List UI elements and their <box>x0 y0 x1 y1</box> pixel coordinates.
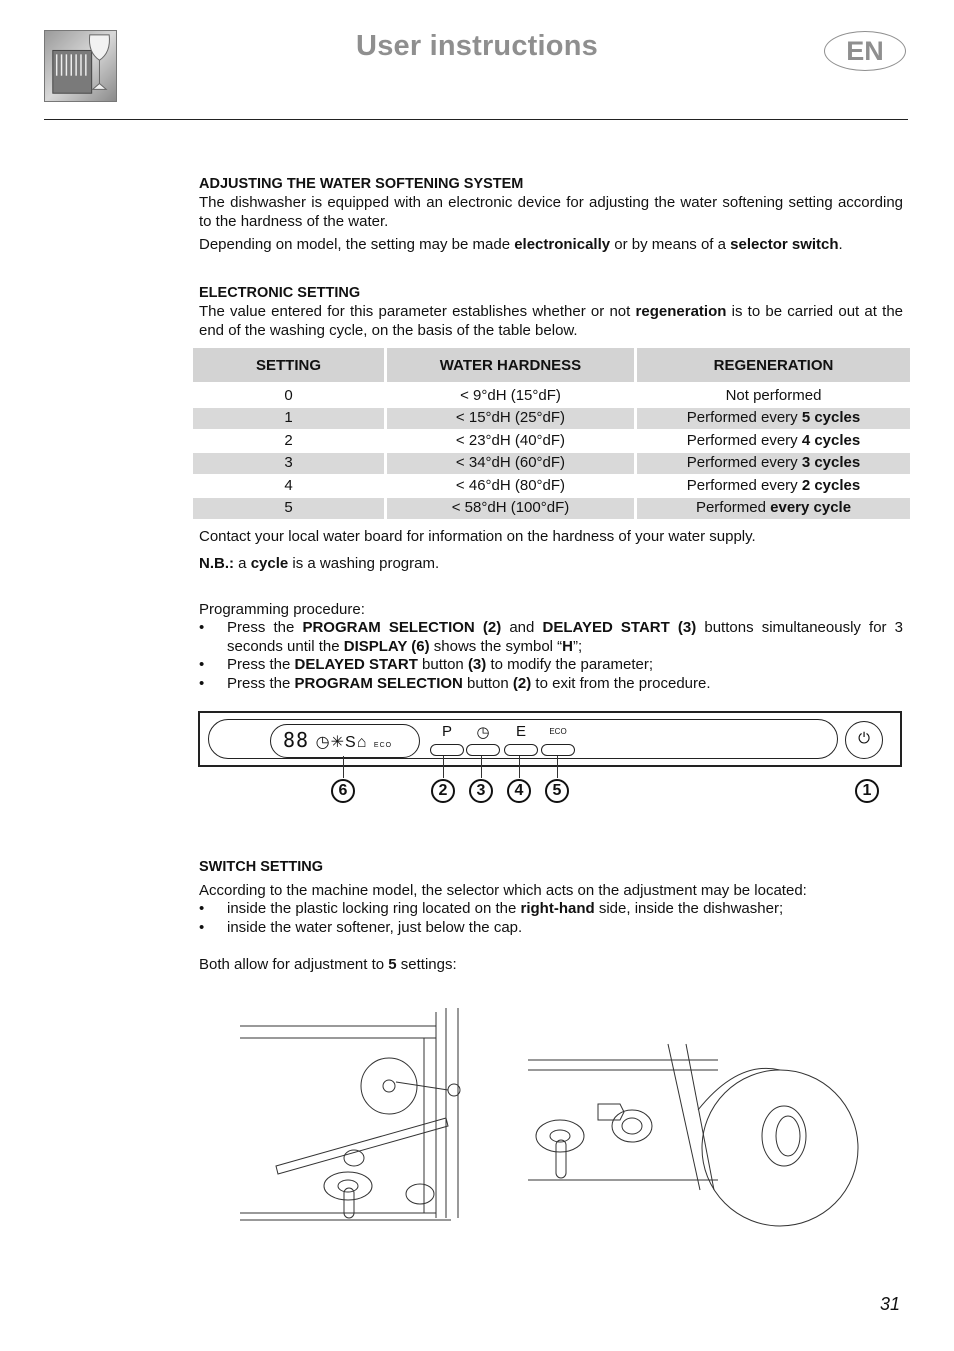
cell-regeneration <box>637 430 910 453</box>
delayed-start-button[interactable] <box>466 744 500 756</box>
heading-electronic-setting: ELECTRONIC SETTING <box>199 285 361 301</box>
cell-regeneration <box>637 408 910 431</box>
cell-hardness: < 15°dH (25°dF) <box>387 408 637 431</box>
cell-hardness: < 46°dH (80°dF) <box>387 475 637 498</box>
list-item <box>199 656 903 675</box>
callout-leader-line <box>343 756 344 778</box>
page-title: User instructions <box>356 30 598 62</box>
text-run: Performed <box>695 499 771 517</box>
cell-hardness: < 34°dH (60°dF) <box>387 453 637 476</box>
list-item <box>199 619 903 656</box>
text-run: Performed every <box>686 454 802 472</box>
text-bold: 3 cycles <box>801 454 861 472</box>
eco-button[interactable] <box>541 744 575 756</box>
cell-setting: 3 <box>193 453 387 476</box>
program-selection-button[interactable] <box>430 744 464 756</box>
text-run: and <box>501 619 543 636</box>
callout-number: 2 <box>431 779 455 803</box>
programming-intro: Programming procedure: <box>199 601 365 618</box>
header-divider <box>44 119 908 120</box>
text-run: button <box>462 674 513 692</box>
text-run: side, inside the dishwasher; <box>594 900 784 917</box>
text-run: The value entered for this parameter establishes whether or not <box>199 303 636 320</box>
text-bold: DELAYED START <box>294 656 418 673</box>
table-row <box>193 430 910 453</box>
callout-leader-line <box>557 756 558 778</box>
switch-locations <box>199 900 903 937</box>
text-bold: 5 <box>388 956 397 973</box>
language-badge: EN <box>824 31 906 71</box>
text-bold: 2 cycles <box>801 476 861 494</box>
softening-paragraph-1: The dishwasher is equipped with an electronic device for adjusting the water softening setting according to the hardness of the water. <box>199 194 903 230</box>
text-run: ”; <box>573 637 583 655</box>
text-bold: right-hand <box>520 900 595 917</box>
column-header: WATER HARDNESS <box>387 348 637 385</box>
callout-leader-line <box>481 756 482 778</box>
text-bold: 5 cycles <box>801 409 861 427</box>
cell-regeneration <box>637 453 910 476</box>
text-run: Press the <box>227 656 295 673</box>
text-bold: PROGRAM SELECTION <box>294 674 463 692</box>
page-number: 31 <box>880 1294 901 1314</box>
text-run: Performed every <box>686 431 802 449</box>
contact-water-board-text: Contact your local water board for information on the hardness of your water supply. <box>199 528 756 545</box>
table-row <box>193 385 910 408</box>
text-bold: cycle <box>250 555 289 572</box>
heading-water-softening: ADJUSTING THE WATER SOFTENING SYSTEM <box>199 176 524 192</box>
text-run: . <box>838 236 843 253</box>
callout-number: 1 <box>855 779 879 803</box>
control-panel-diagram <box>198 711 902 767</box>
cell-regeneration <box>637 475 910 498</box>
text-run: to modify the parameter; <box>486 656 654 673</box>
programming-steps <box>199 619 903 693</box>
table-row <box>193 453 910 476</box>
softening-paragraph-2 <box>199 235 903 254</box>
column-header: REGENERATION <box>637 348 910 385</box>
dishwasher-interior-illustration <box>236 1008 468 1223</box>
text-run: inside the plastic locking ring located on the <box>227 900 521 917</box>
callout-number: 4 <box>507 779 531 803</box>
cell-setting: 1 <box>193 408 387 431</box>
list-item <box>199 900 903 919</box>
table-row <box>193 498 910 521</box>
text-run: shows the symbol “ <box>429 637 563 655</box>
heading-switch-setting: SWITCH SETTING <box>199 859 324 875</box>
text-bold: PROGRAM SELECTION (2) <box>302 619 502 636</box>
cell-hardness: < 23°dH (40°dF) <box>387 430 637 453</box>
e-icon: E <box>515 723 526 740</box>
display-status-icons: ◷✳S⌂ <box>315 734 368 751</box>
text-bold: electronically <box>514 236 611 253</box>
table-header-row <box>193 348 910 385</box>
text-run: Both allow for adjustment to <box>199 956 389 973</box>
text-run: to exit from the procedure. <box>531 674 711 692</box>
table-row <box>193 475 910 498</box>
e-button[interactable] <box>504 744 538 756</box>
text-run: Press the <box>227 674 295 692</box>
callout-number: 3 <box>469 779 493 803</box>
text-run: Performed every <box>686 476 802 494</box>
text-bold: regeneration <box>635 303 727 320</box>
display-eco-icon: ECO <box>373 742 393 749</box>
column-header: SETTING <box>193 348 387 385</box>
text-run: buttons simultaneously for 3 seconds until the <box>227 619 904 655</box>
text-run: is a washing program. <box>288 555 440 572</box>
text-run: a <box>234 555 251 572</box>
display-digits: 88 <box>283 728 310 752</box>
eco-icon: ECO <box>549 727 567 736</box>
callout-number: 5 <box>545 779 569 803</box>
water-softener-cap-illustration <box>528 1040 864 1228</box>
cell-regeneration <box>637 385 910 408</box>
text-bold: (3) <box>467 656 487 673</box>
cell-hardness: < 58°dH (100°dF) <box>387 498 637 521</box>
text-run: Press the <box>227 619 303 636</box>
program-p-icon: P <box>441 723 452 740</box>
table-row <box>193 408 910 431</box>
callout-leader-line <box>519 756 520 778</box>
callout-leader-line <box>443 756 444 778</box>
hardness-table <box>193 348 910 520</box>
cell-setting: 2 <box>193 430 387 453</box>
switch-paragraph-1: According to the machine model, the selector which acts on the adjustment may be located: <box>199 882 807 899</box>
text-bold: N.B.: <box>199 555 234 572</box>
list-item <box>199 675 903 694</box>
cell-setting: 0 <box>193 385 387 408</box>
text-bold: 4 cycles <box>801 431 861 449</box>
text-run: or by means of a <box>610 236 731 253</box>
cell-hardness: < 9°dH (15°dF) <box>387 385 637 408</box>
switch-paragraph-2 <box>199 955 903 974</box>
text-bold: DISPLAY (6) <box>343 637 430 655</box>
text-run: settings: <box>396 956 457 973</box>
electronic-paragraph <box>199 302 903 340</box>
text-run: is to be carried out at the end of the washing cycle, on the basis of the table below. <box>199 303 903 339</box>
cell-regeneration <box>637 498 910 521</box>
text-bold: H <box>562 637 574 655</box>
list-item: • inside the water softener, just below the cap. <box>199 919 903 938</box>
text-bold: selector switch <box>730 236 839 253</box>
text-run: Not performed <box>725 386 822 404</box>
cell-setting: 4 <box>193 475 387 498</box>
text-bold: (2) <box>512 674 532 692</box>
callout-number: 6 <box>331 779 355 803</box>
text-run: Depending on model, the setting may be made <box>199 236 515 253</box>
nb-note <box>199 554 903 573</box>
text-bold: DELAYED START (3) <box>542 619 697 636</box>
cell-setting: 5 <box>193 498 387 521</box>
delayed-start-clock-icon: ◷ <box>476 724 490 741</box>
display-window <box>270 724 420 758</box>
text-run: button <box>417 656 468 673</box>
text-bold: every cycle <box>770 499 852 517</box>
text-run: Performed every <box>686 409 802 427</box>
power-button[interactable]: ⏻ <box>845 721 883 759</box>
